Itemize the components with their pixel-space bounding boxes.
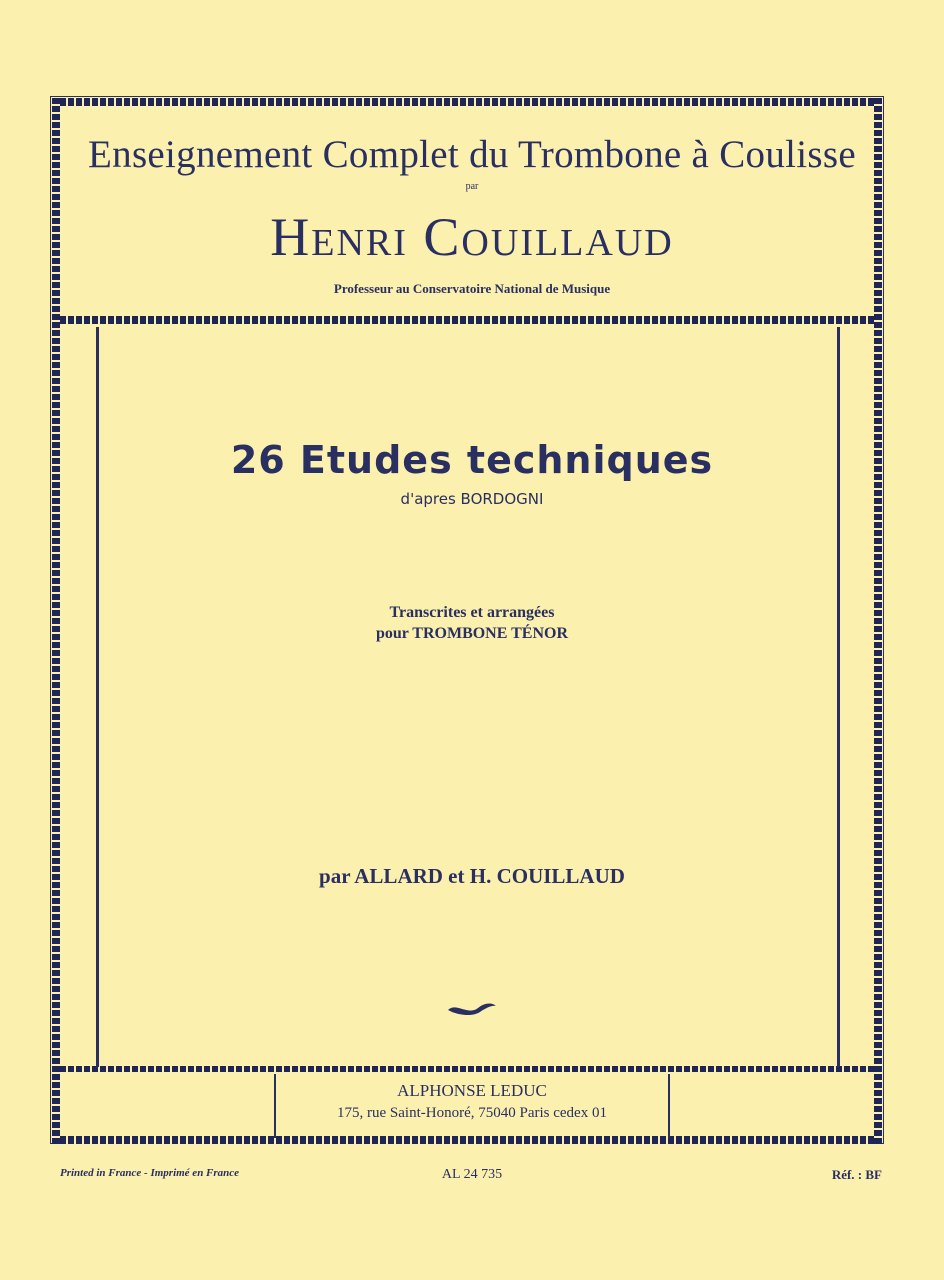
reference-code: Réf. : BF xyxy=(831,1167,882,1182)
author-title: Professeur au Conservatoire National de Musique xyxy=(333,281,611,296)
frame-middle-band xyxy=(52,316,882,324)
transcription-line-2: pour TROMBONE TÉNOR xyxy=(375,625,569,642)
transcription-line-1: Transcrites et arrangées xyxy=(389,604,555,621)
transcription-note xyxy=(0,602,944,644)
publisher-address: 175, rue Saint-Honoré, 75040 Paris cedex 01 xyxy=(337,1105,607,1121)
publisher-name: ALPHONSE LEDUC xyxy=(397,1081,547,1100)
series-title: Enseignement Complet du Trombone à Coulisse xyxy=(88,133,856,176)
frame-top-band xyxy=(52,98,882,106)
author-name: Henri Couillaud xyxy=(270,207,674,267)
frame-bottom-band xyxy=(52,1136,882,1144)
printed-in-note: Printed in France - Imprimé en France xyxy=(60,1167,240,1179)
subtitle: d'apres BORDOGNI xyxy=(400,490,544,508)
arrangers: par ALLARD et H. COUILLAUD xyxy=(319,864,625,888)
by-label: par xyxy=(465,181,479,192)
catalog-number: AL 24 735 xyxy=(441,1167,503,1182)
flourish-ornament xyxy=(446,996,498,1018)
main-title: 26 Etudes techniques xyxy=(230,438,714,482)
